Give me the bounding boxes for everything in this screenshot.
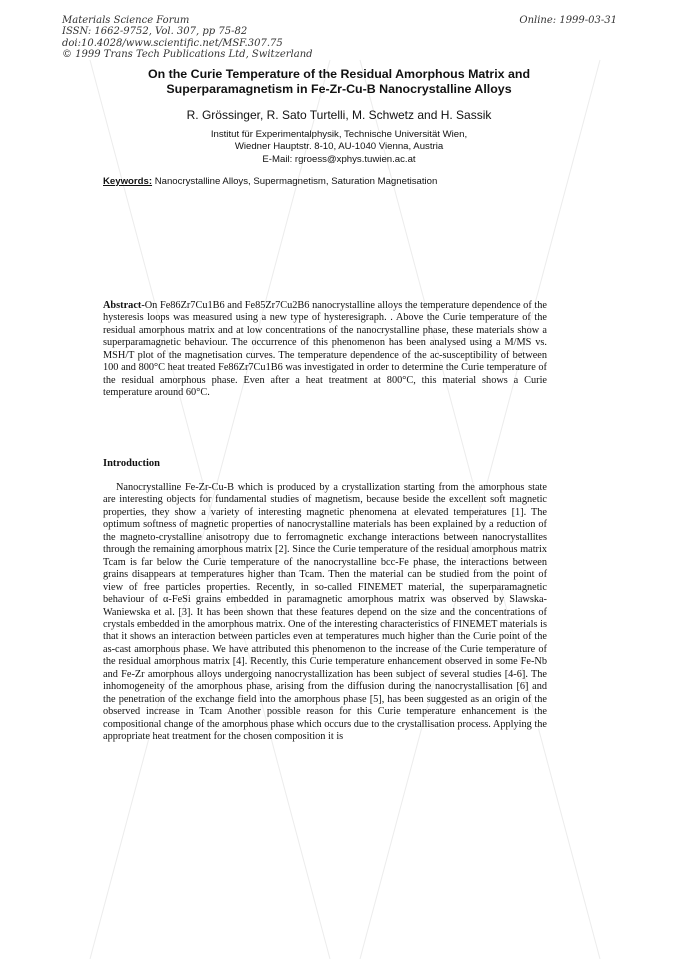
paper-title: [70, 67, 608, 97]
keywords: [103, 176, 437, 187]
doi-line: doi:10.4028/www.scientific.net/MSF.307.75: [62, 37, 283, 49]
journal-name: Materials Science Forum: [62, 15, 190, 26]
abstract-label: Abstract-: [103, 300, 145, 311]
publication-header: [62, 15, 313, 61]
affiliation: [70, 129, 608, 166]
keywords-label: Keywords:: [103, 176, 153, 187]
abstract-paragraph: [103, 300, 547, 400]
introduction-heading: Introduction: [103, 458, 160, 469]
affiliation-line-1: Institut für Experimentalphysik, Technische Universität Wien,: [210, 129, 468, 140]
affiliation-line-2: Wiedner Hauptstr. 8-10, AU-1040 Vienna, Austria: [234, 141, 444, 153]
affiliation-email: E-Mail: rgroess@xphys.tuwien.ac.at: [262, 153, 416, 165]
author-list: R. Grössinger, R. Sato Turtelli, M. Schwetz and H. Sassik: [186, 108, 492, 122]
abstract-text: On Fe86Zr7Cu1B6 and Fe85Zr7Cu2B6 nanocrystalline alloys the temperature dependence of the hysteresis loops was measured using a new type of hysteresigraph. . Above the Curie temperature of the residual amorphous matrix and at low concentrations of the nanocrystalline phase, these materials show a superparamagnetic behaviour. The occurrence of this phenomenon has been analysed using a M/MS vs. MSH/T plot of the magnetisation curves. The temperature dependence of the ac-susceptibility of between 100 and 800°C heat treated Fe86Zr7Cu1B6 was investigated in order to determine the Curie temperature of the residual amorphous phase. Even after a heat treatment at 800°C, this material shows a Curie temperature around 60°C.: [103, 300, 547, 399]
title-line-1: On the Curie Temperature of the Residual Amorphous Matrix and: [147, 67, 531, 81]
title-line-2: Superparamagnetism in Fe-Zr-Cu-B Nanocrystalline Alloys: [166, 82, 512, 96]
introduction-paragraph: Nanocrystalline Fe-Zr-Cu-B which is produced by a crystallization starting from the amorphous state are interesting objects for fundamental studies of magnetism, because beside the excellent soft magnetic properties, they show a variety of interesting magnetic phenomena at elevated temperatures [1]. The optimum softness of magnetic properties of nanocrystalline materials has been explained by a reduction of the magneto-crystalline anisotropy due to ferromagnetic exchange interactions between nanocrystallites through the remaining amorphous matrix [2]. Since the Curie temperature of the residual amorphous matrix Tcam is far below the Curie temperature of the nanocrystalline bcc-Fe phase, the interactions between grains disappears at temperatures higher than Tcam. Then the material can be studied from the point of view of free particles properties. Recently, in so-called FINEMET material, the superparamagnetic behaviour of α-FeSi grains embedded in paramagnetic amorphous matrix was observed by Slawska-Waniewska et al. [3]. It has been shown that these features depend on the size and the concentrations of crystals embedded in the amorphous matrix. One of the interesting characteristics of FINEMET materials is that it shows an interaction between particles even at temperatures much higher than the Curie point of the as-cast amorphous phase. We have attributed this phenomenon to the increase of the Curie temperature of the residual amorphous matrix [4]. Recently, this Curie temperature enhancement observed in some Fe-Nb and Fe-Zr amorphous alloys undergoing nanocrystallization has been subject of several studies [4-6]. The inhomogeneity of the amorphous phase, arising from the diffusion during the nanocrystallisation [6] and the penetration of the exchange field into the amorphous phase [5], has been suggested as an origin of the observed increase in Tcam Another possible reason for this Curie temperature enhancement is the compositional change of the amorphous phase which occurs due to the crystallisation process. Applying the appropriate heat treatment for the chosen composition it is: [103, 482, 547, 743]
copyright-line: © 1999 Trans Tech Publications Ltd, Switzerland: [62, 49, 313, 61]
issn-line: ISSN: 1662-9752, Vol. 307, pp 75-82: [62, 26, 248, 38]
keywords-text: Nanocrystalline Alloys, Supermagnetism, Saturation Magnetisation: [152, 176, 438, 187]
online-date: Online: 1999-03-31: [519, 15, 617, 26]
